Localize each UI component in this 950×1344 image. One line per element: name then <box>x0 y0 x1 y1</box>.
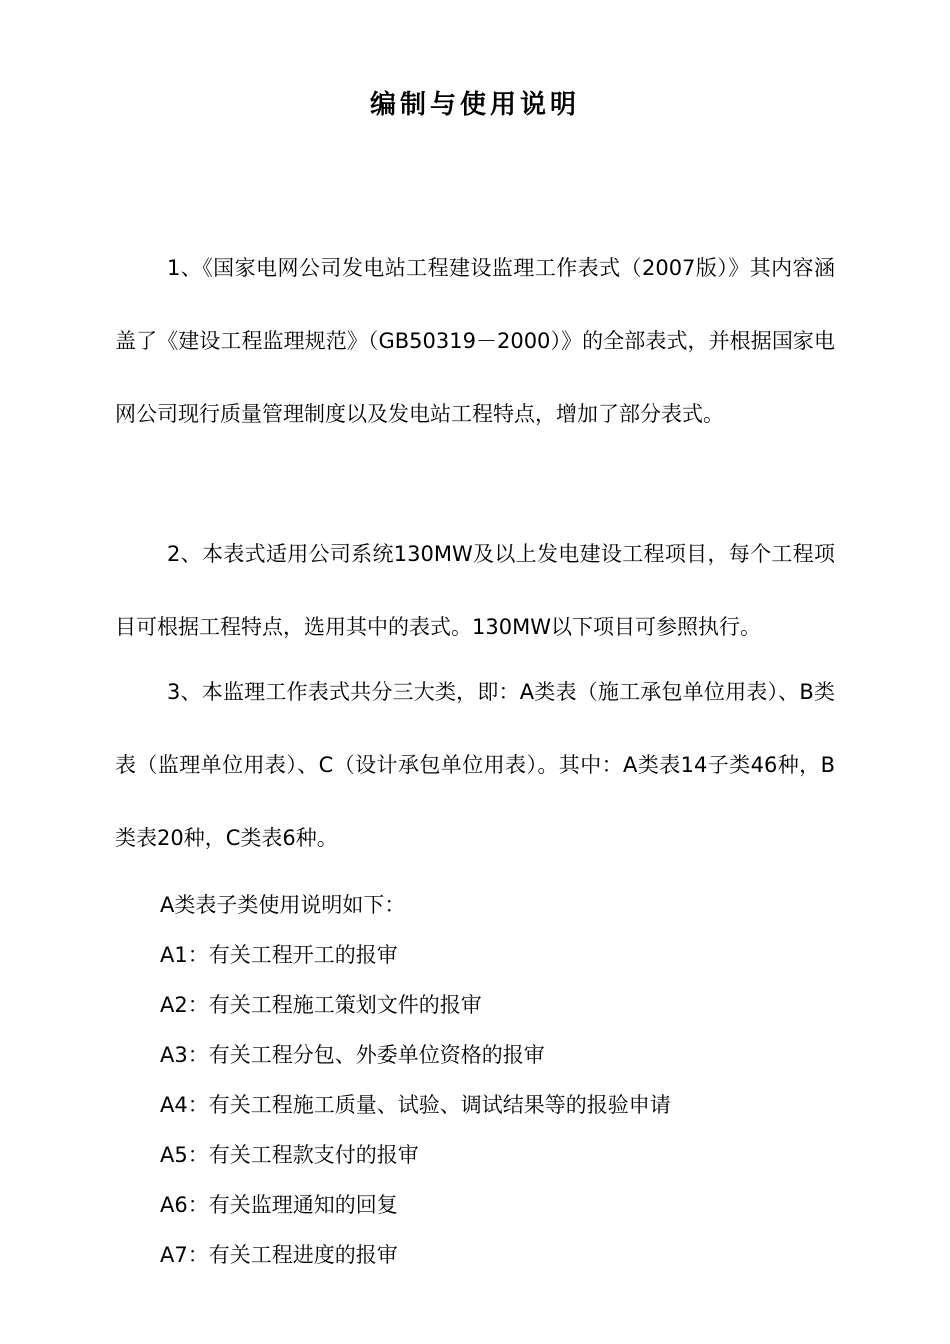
paragraph-3: 3、本监理工作表式共分三大类，即：A类表（施工承包单位用表）、B类表（监理单位用表）、C（设计承包单位用表）。其中：A类表14子类46种，B类表20种，C类表6种。 <box>115 680 835 850</box>
list-item-a4: A4：有关工程施工质量、试验、调试结果等的报验申请 <box>160 1093 671 1117</box>
page-title: 编制与使用说明 <box>369 90 580 120</box>
list-item-a2: A2：有关工程施工策划文件的报审 <box>160 993 482 1017</box>
list-item-a7: A7：有关工程进度的报审 <box>160 1243 398 1267</box>
list-item-a6: A6：有关监理通知的回复 <box>160 1193 398 1217</box>
list-item-a1: A1：有关工程开工的报审 <box>160 943 398 967</box>
a-class-list <box>160 880 840 1280</box>
list-item-a3: A3：有关工程分包、外委单位资格的报审 <box>160 1043 545 1067</box>
list-item-a5: A5：有关工程款支付的报审 <box>160 1143 419 1167</box>
paragraph-1: 1、《国家电网公司发电站工程建设监理工作表式（2007版）》其内容涵盖了《建设工程监理规范》（GB50319－2000）》的全部表式，并根据国家电网公司现行质量管理制度以及发电站工程特点，增加了部分表式。 <box>115 256 835 426</box>
paragraph-2: 2、本表式适用公司系统130MW及以上发电建设工程项目，每个工程项目可根据工程特点，选用其中的表式。130MW以下项目可参照执行。 <box>115 542 835 639</box>
list-intro: A类表子类使用说明如下： <box>160 893 406 917</box>
